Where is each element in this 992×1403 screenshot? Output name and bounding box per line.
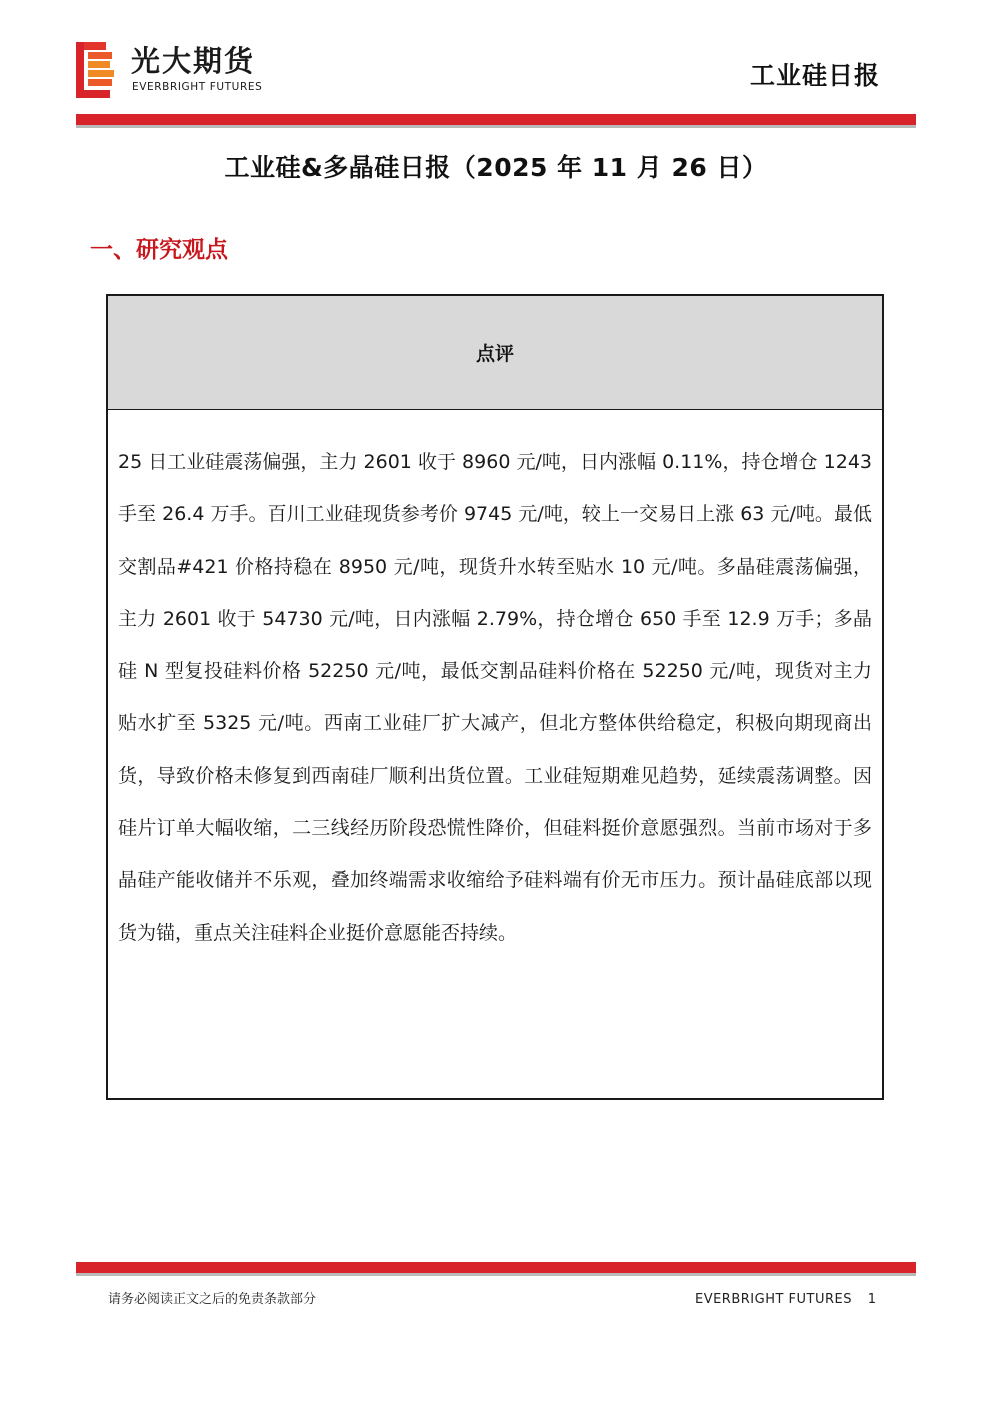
header-divider — [76, 114, 916, 125]
section-heading-research-view: 一、研究观点 — [90, 237, 228, 263]
comment-table — [106, 294, 884, 1100]
company-logo — [76, 42, 286, 100]
comment-table-header: 点评 — [108, 296, 882, 410]
comment-table-body: 25 日工业硅震荡偏强，主力 2601 收于 8960 元/吨，日内涨幅 0.11%，持仓增仓 1243 手至 26.4 万手。百川工业硅现货参考价 9745 元/吨，较上一交易日上涨 63 元/吨。最低交割品#421 价格持稳在 8950 元/吨，现货升水转至贴水 10 元/吨。多晶硅震荡偏强，主力 2601 收于 54730 元/吨，日内涨幅 2.79%，持仓增仓 650 手至 12.9 万手；多晶硅 N 型复投硅料价格 52250 元/吨，最低交割品硅料价格在 52250 元/吨，现货对主力贴水扩至 5325 元/吨。西南工业硅厂扩大减产，但北方整体供给稳定，积极向期现商出货，导致价格未修复到西南硅厂顺利出货位置。工业硅短期难见趋势，延续震荡调整。因硅片订单大幅收缩，二三线经历阶段恐慌性降价，但硅料挺价意愿强烈。当前市场对于多晶硅产能收储并不乐观，叠加终端需求收缩给予硅料端有价无市压力。预计晶硅底部以现货为锚，重点关注硅料企业挺价意愿能否持续。 — [118, 451, 872, 944]
logo-english-name: EVERBRIGHT FUTURES — [132, 81, 263, 93]
footer-divider — [76, 1262, 916, 1273]
footer-disclaimer: 请务必阅读正文之后的免责条款部分 — [108, 1292, 317, 1307]
document-title: 工业硅&多晶硅日报（2025 年 11 月 26 日） — [224, 153, 768, 182]
report-type-title: 工业硅日报 — [749, 61, 880, 90]
page-number: 1 — [867, 1292, 876, 1307]
everbright-logo-icon — [76, 42, 116, 98]
logo-chinese-name: 光大期货 — [131, 44, 256, 78]
footer-brand: EVERBRIGHT FUTURES — [694, 1292, 852, 1307]
